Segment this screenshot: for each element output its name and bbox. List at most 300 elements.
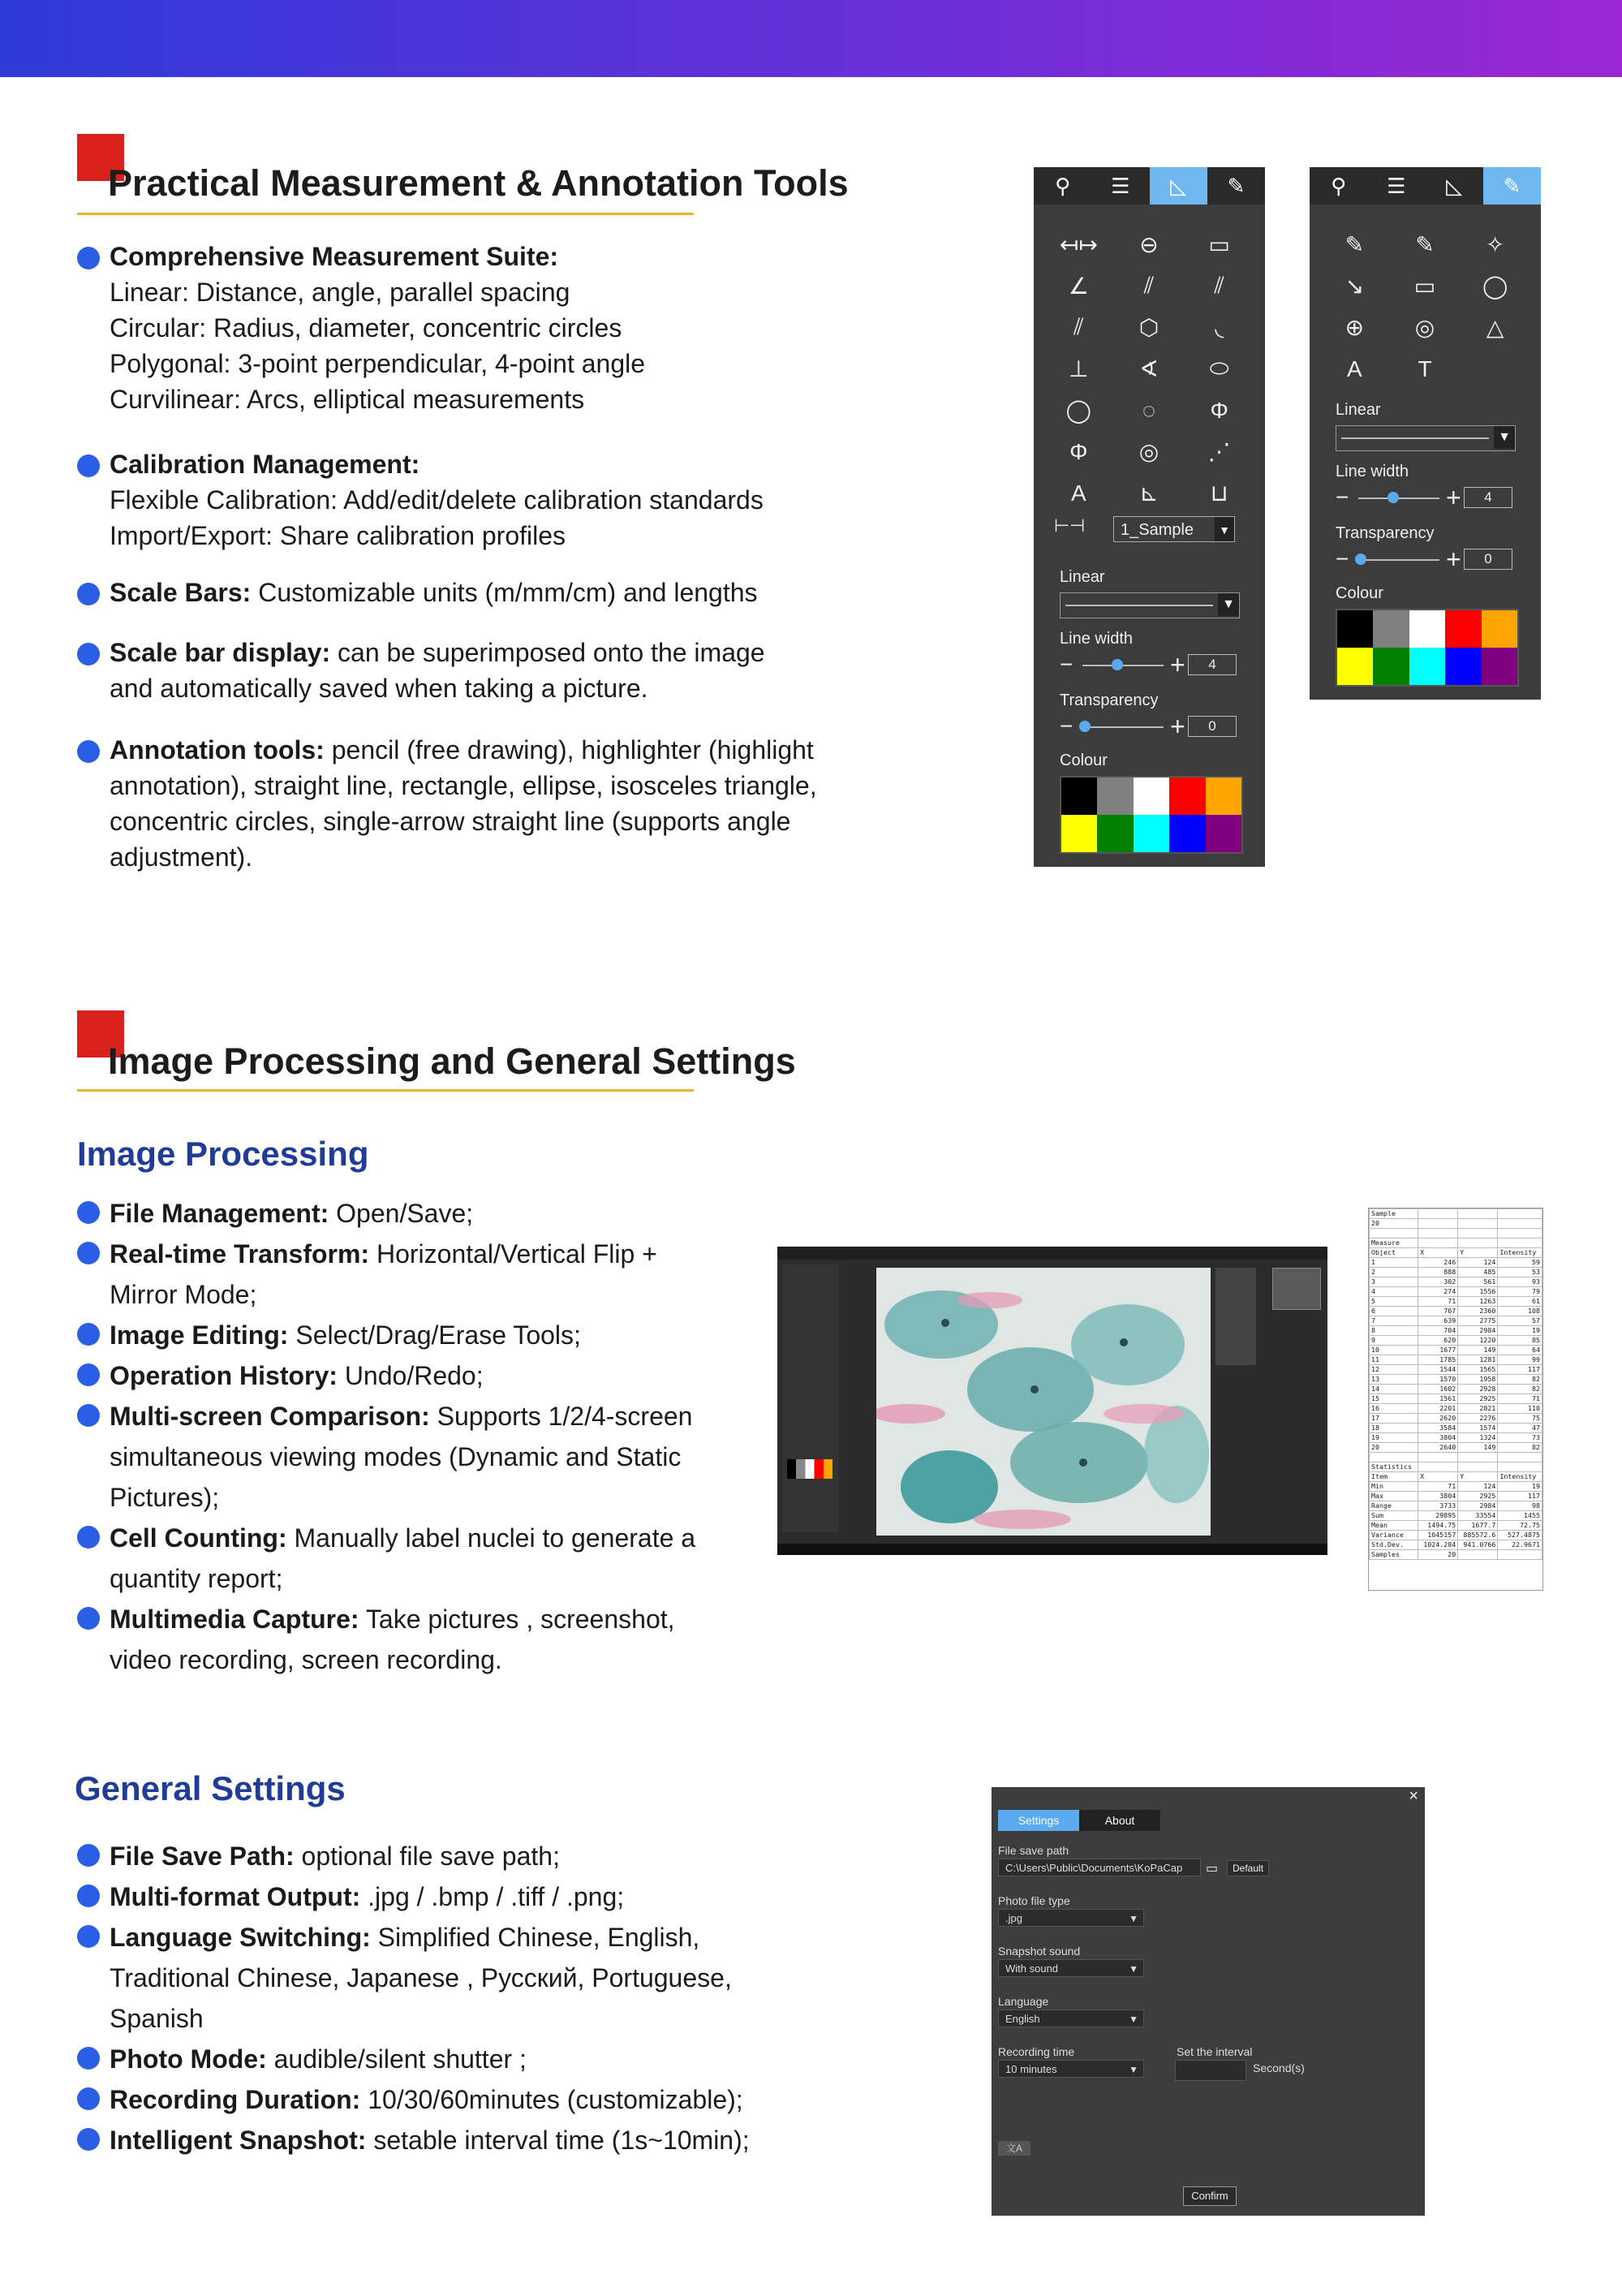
scale-bar-icon[interactable]: ⊢⊣ [1053,515,1086,536]
microscope-icon[interactable]: ⚲ [1055,173,1071,198]
item-line: Import/Export: Share calibration profiles [110,521,566,550]
panel-tab-bar [1034,167,1265,205]
table-cell: Statistics [1370,1462,1418,1472]
item-text: Supports 1/2/4-screen [429,1402,693,1431]
table-cell [1458,1219,1498,1229]
colour-swatch[interactable] [1409,610,1445,648]
table-cell [1498,1462,1542,1472]
item-line: Polygonal: 3-point perpendicular, 4-point angle [110,349,646,378]
colour-swatch[interactable] [1206,778,1241,815]
table-row [1370,1346,1542,1355]
table-cell: 93 [1498,1277,1542,1287]
preview-thumbnail [1272,1268,1321,1310]
table-cell: 527.4875 [1498,1531,1542,1540]
colour-swatch[interactable] [1373,610,1409,648]
colour-swatch[interactable] [1134,815,1169,852]
bullet-dot [77,1242,100,1264]
tool-icon[interactable]: T [1418,355,1432,381]
side-panel [1215,1268,1256,1365]
table-cell: 2360 [1458,1307,1498,1316]
table-cell: 79 [1498,1287,1542,1297]
item-heading: Language Switching: [110,1923,371,1952]
list-item [77,1518,783,1599]
item-heading: Recording Duration: [110,2085,361,2114]
tool-icon[interactable]: A [1070,480,1086,506]
table-cell: 85 [1498,1336,1542,1346]
tool-icon[interactable]: ◎ [1414,315,1435,340]
table-row [1370,1394,1542,1404]
table-row [1370,1521,1542,1531]
photo-type-value: .jpg [1005,1912,1022,1924]
table-row [1370,1287,1542,1297]
table-cell: 75 [1498,1414,1542,1424]
measurement-feature-list [77,239,1002,875]
table-cell: 53 [1498,1268,1542,1277]
tool-icon[interactable]: A [1346,355,1362,381]
colour-swatch[interactable] [1409,648,1445,685]
colour-swatch[interactable] [1337,648,1373,685]
tool-sidebar [782,1264,839,1532]
table-cell: 59 [1498,1258,1542,1268]
table-cell: 57 [1498,1316,1542,1326]
table-cell: 2775 [1458,1316,1498,1326]
transparency-value[interactable]: 0 [1464,549,1512,570]
table-cell: 124 [1458,1482,1498,1492]
table-row [1370,1355,1542,1365]
table-row [1370,1492,1542,1501]
table-cell: 117 [1498,1365,1542,1375]
item-line: and automatically saved when taking a picture. [110,674,648,703]
table-cell: 20 [1370,1219,1418,1229]
tool-icon[interactable]: ⫽ [1143,273,1155,298]
item-line: adjustment). [110,842,253,872]
item-line: video recording, screen recording. [110,1645,502,1674]
table-cell [1418,1219,1458,1229]
colour-swatch[interactable] [1097,778,1133,815]
measurement-icon-grid [1043,224,1254,514]
edit-icon[interactable]: ✎ [1483,167,1541,205]
table-cell: 2201 [1418,1404,1458,1414]
tool-icon[interactable]: ✧ [1485,232,1505,257]
colour-swatch[interactable] [1482,648,1517,685]
table-row [1370,1385,1542,1394]
item-line: Spanish [110,2004,204,2033]
item-text: Open/Save; [329,1199,474,1228]
table-cell: 15 [1370,1394,1418,1404]
table-cell: 2925 [1458,1394,1498,1404]
table-row [1370,1540,1542,1550]
table-cell: 73 [1498,1433,1542,1443]
colour-palette [1336,609,1519,687]
item-text: .jpg / .bmp / .tiff / .png; [360,1882,625,1911]
measurement-tool-panel [1034,167,1265,867]
transparency-label: Transparency [1336,524,1435,542]
item-line: Pictures); [110,1483,220,1512]
table-cell: Y [1458,1472,1498,1482]
table-row [1370,1414,1542,1424]
bullet-dot [77,1885,100,1907]
tool-icon[interactable]: ◎ [1138,439,1159,464]
confirm-button[interactable]: Confirm [1183,2186,1237,2206]
list-item [77,1315,783,1355]
table-cell [1418,1453,1458,1462]
panel-tab-bar [1310,167,1541,205]
tool-icon[interactable]: ∠ [1068,274,1089,299]
tool-icon[interactable]: ▭ [1413,274,1436,299]
microscope-icon[interactable]: ⚲ [1331,173,1347,198]
transparency-slider[interactable]: − + 0 [1336,547,1530,571]
list-item [77,1355,783,1396]
table-row [1370,1209,1542,1219]
table-cell: 888 [1418,1268,1458,1277]
calibration-select[interactable] [1113,516,1235,542]
bullet-dot [77,2128,100,2151]
sliders-icon[interactable]: ☰ [1387,173,1406,198]
table-cell: 13 [1370,1375,1418,1385]
table-row [1370,1453,1542,1462]
list-item [77,635,1002,706]
item-heading: File Save Path: [110,1842,295,1871]
table-cell: 1024.284 [1418,1540,1458,1550]
bullet-dot [77,1526,100,1549]
table-cell: 620 [1418,1336,1458,1346]
colour-swatch[interactable] [1445,610,1481,648]
toolbar [777,1247,1327,1260]
bullet-dot [77,1363,100,1386]
line-width-slider[interactable]: − + 4 [1336,485,1530,510]
tool-icon[interactable]: △ [1486,315,1504,340]
table-row [1370,1297,1542,1307]
list-item [77,575,1002,610]
table-cell: 64 [1498,1346,1542,1355]
item-line: Mirror Mode; [110,1280,257,1309]
tool-icon[interactable]: ⋰ [1207,439,1231,464]
item-line: Curvilinear: Arcs, elliptical measurements [110,385,585,414]
table-cell: 561 [1458,1277,1498,1287]
table-cell [1458,1453,1498,1462]
section-title-image-processing: Image Processing and General Settings [108,1040,796,1082]
settings-dialog [992,1787,1425,2216]
bullet-dot [77,583,100,605]
transparency-slider[interactable]: − + 0 [1060,714,1254,739]
table-cell: 1220 [1458,1336,1498,1346]
table-cell: 1045157 [1418,1531,1458,1540]
table-row [1370,1219,1542,1229]
table-cell: 17 [1370,1414,1418,1424]
cell-count-report [1368,1208,1543,1591]
item-text: Customizable units (m/mm/cm) and lengths [251,578,758,607]
table-cell [1458,1462,1498,1472]
tool-icon[interactable]: ⬭ [1209,355,1229,381]
tool-icon[interactable]: ⊖ [1139,232,1159,257]
colour-swatch[interactable] [1097,815,1133,852]
tool-icon[interactable]: ◯ [1065,398,1091,423]
tab-settings[interactable]: Settings [998,1810,1079,1831]
table-cell: 117 [1498,1492,1542,1501]
table-cell: 3 [1370,1277,1418,1287]
table-cell: 108 [1498,1307,1542,1316]
item-line: annotation), straight line, rectangle, ellipse, isosceles triangle, [110,771,817,800]
folder-icon[interactable]: ▭ [1206,1862,1219,1876]
table-cell: 11 [1370,1355,1418,1365]
subheading-image-processing: Image Processing [77,1135,369,1173]
table-cell [1370,1453,1418,1462]
tool-icon[interactable]: ◟ [1215,315,1224,340]
table-cell: 3733 [1418,1501,1458,1511]
table-cell: 1565 [1458,1365,1498,1375]
bullet-dot [77,2087,100,2110]
colour-swatch[interactable] [1373,648,1409,685]
table-cell: 2640 [1418,1443,1458,1453]
table-cell: 1958 [1458,1375,1498,1385]
table-cell [1498,1229,1542,1238]
edit-icon[interactable]: ✎ [1227,173,1246,198]
list-item [77,732,1002,875]
table-cell [1498,1453,1542,1462]
tool-icon[interactable]: ◯ [1482,274,1508,299]
item-heading: Photo Mode: [110,2044,267,2074]
table-row [1370,1462,1542,1472]
table-cell: 29895 [1418,1511,1458,1521]
table-cell: 5 [1370,1297,1418,1307]
item-line: Circular: Radius, diameter, concentric circles [110,313,622,342]
table-cell: 82 [1498,1443,1542,1453]
table-row [1370,1433,1542,1443]
table-cell: 2 [1370,1268,1418,1277]
tool-icon[interactable]: ⫽ [1214,273,1224,298]
table-cell: 1324 [1458,1433,1498,1443]
interval-input[interactable] [1175,2060,1246,2081]
line-width-label: Line width [1336,463,1409,480]
table-cell: 12 [1370,1365,1418,1375]
table-cell: 98 [1498,1501,1542,1511]
table-cell [1418,1462,1458,1472]
table-cell: 18 [1370,1424,1418,1433]
item-heading: Multi-format Output: [110,1882,361,1911]
photo-type-label: Photo file type [998,1894,1070,1907]
line-width-label: Line width [1060,630,1134,648]
tool-icon[interactable]: ∢ [1139,356,1159,381]
tool-icon[interactable]: ▭ [1208,232,1230,257]
table-cell: 16 [1370,1404,1418,1414]
table-cell: 4 [1370,1287,1418,1297]
save-path-label: File save path [998,1844,1069,1857]
table-row [1370,1277,1542,1287]
colour-label: Colour [1060,752,1108,769]
title-underline [77,1089,694,1092]
item-heading: Intelligent Snapshot: [110,2126,367,2155]
line-width-slider[interactable]: − + 4 [1060,653,1254,677]
table-cell: 47 [1498,1424,1542,1433]
item-heading: File Management: [110,1199,329,1228]
table-cell: 1574 [1458,1424,1498,1433]
chevron-down-icon: ▼ [1494,426,1515,449]
colour-swatch[interactable] [1169,815,1205,852]
table-row [1370,1326,1542,1336]
table-cell: Max [1370,1492,1418,1501]
table-row [1370,1424,1542,1433]
bullet-dot [77,2047,100,2070]
colour-swatch[interactable] [1169,778,1205,815]
bullet-dot [77,740,100,763]
chevron-down-icon: ▼ [1218,593,1239,616]
table-cell [1418,1238,1458,1248]
table-cell: 3804 [1418,1433,1458,1443]
colour-swatch[interactable] [1061,815,1097,852]
chevron-down-icon: ▼ [1215,517,1234,541]
list-item [77,446,1002,554]
table-cell: 149 [1458,1443,1498,1453]
colour-swatch[interactable] [1206,815,1241,852]
table-cell: 1544 [1418,1365,1458,1375]
table-cell: 10 [1370,1346,1418,1355]
photo-type-select[interactable] [998,1909,1144,1927]
table-cell: 20 [1370,1443,1418,1453]
subheading-general-settings: General Settings [75,1769,346,1807]
close-icon[interactable]: × [1409,1787,1418,1805]
item-text: Take pictures , screenshot, [359,1605,675,1634]
transparency-value[interactable]: 0 [1188,716,1237,737]
table-cell [1458,1238,1498,1248]
tool-icon[interactable]: ⫽ [1073,314,1084,339]
tool-icon[interactable]: ✎ [1344,232,1365,257]
language-icon[interactable]: 文A [998,2141,1030,2156]
table-cell: 72.75 [1498,1521,1542,1531]
list-item [77,1836,888,1876]
table-cell: 2821 [1458,1404,1498,1414]
linear-label: Linear [1060,568,1105,586]
table-row [1370,1375,1542,1385]
chevron-down-icon: ▼ [1129,1913,1138,1924]
software-screenshot [777,1247,1327,1555]
linear-label: Linear [1336,401,1381,419]
tool-icon[interactable]: ↤↦ [1059,232,1098,257]
table-row [1370,1268,1542,1277]
tool-icon[interactable]: ↘ [1344,274,1365,299]
header-banner [0,0,1622,77]
table-cell: 6 [1370,1307,1418,1316]
section-title-measurement: Practical Measurement & Annotation Tools [108,162,849,204]
table-cell [1418,1229,1458,1238]
table-cell [1418,1209,1458,1219]
language-select[interactable] [998,2010,1144,2027]
table-cell: 20 [1418,1550,1458,1560]
item-heading: Annotation tools: [110,735,325,765]
recording-time-select[interactable] [998,2060,1144,2078]
list-item [77,2120,888,2160]
item-text: Manually label nuclei to generate a [286,1523,696,1553]
table-row [1370,1238,1542,1248]
tool-icon[interactable]: ◌ [1142,397,1156,423]
table-cell: 2984 [1458,1326,1498,1336]
table-cell: 9 [1370,1336,1418,1346]
recording-time-label: Recording time [998,2045,1075,2058]
list-item [77,239,1002,417]
tool-icon[interactable]: ⊔ [1210,480,1228,506]
table-cell: 149 [1458,1346,1498,1355]
table-cell: 707 [1418,1307,1458,1316]
table-row [1370,1482,1542,1492]
line-width-value[interactable]: 4 [1464,487,1512,508]
table-cell [1498,1238,1542,1248]
table-cell: 19 [1498,1326,1542,1336]
language-label: Language [998,1995,1049,2008]
ruler-icon[interactable]: ◺ [1150,167,1207,205]
table-cell: 110 [1498,1404,1542,1414]
tool-icon[interactable]: Φ [1210,397,1228,423]
tool-icon[interactable]: ✎ [1415,232,1435,257]
table-row [1370,1307,1542,1316]
item-heading: Real-time Transform: [110,1239,370,1269]
line-width-value[interactable]: 4 [1188,654,1237,675]
table-cell [1498,1209,1542,1219]
table-cell: 19 [1370,1433,1418,1443]
table-cell: Variance [1370,1531,1418,1540]
line-style-select[interactable] [1060,592,1240,618]
tab-about[interactable]: About [1079,1810,1160,1831]
save-path-input[interactable]: C:\Users\Public\Documents\KoPaCap [998,1859,1201,1876]
table-cell: 1561 [1418,1394,1458,1404]
tool-icon[interactable]: ⊕ [1344,315,1365,340]
taskbar [777,1544,1327,1555]
snapshot-sound-select[interactable] [998,1959,1144,1977]
colour-label: Colour [1336,584,1383,602]
default-button[interactable]: Default [1227,1860,1269,1876]
tool-icon[interactable]: ⊥ [1069,356,1089,381]
table-row [1370,1248,1542,1258]
sliders-icon[interactable]: ☰ [1111,173,1130,198]
table-cell: Measure [1370,1238,1418,1248]
table-cell: Item [1370,1472,1418,1482]
ruler-icon[interactable]: ◺ [1446,173,1463,198]
table-cell: 485 [1458,1268,1498,1277]
table-cell: 1556 [1458,1287,1498,1297]
tool-icon[interactable]: ⬡ [1138,315,1159,340]
table-cell: Samples [1370,1550,1418,1560]
table-cell: 2276 [1458,1414,1498,1424]
tool-icon[interactable]: Φ [1069,438,1088,464]
colour-swatch[interactable] [1445,648,1481,685]
snapshot-sound-label: Snapshot sound [998,1945,1081,1958]
colour-swatch[interactable] [1061,778,1097,815]
table-cell: 1677 [1418,1346,1458,1355]
table-cell: Range [1370,1501,1418,1511]
table-row [1370,1472,1542,1482]
table-cell: 639 [1418,1316,1458,1326]
title-underline [77,213,694,215]
table-row [1370,1258,1542,1268]
table-cell: Sample [1370,1209,1418,1219]
calibration-value: 1_Sample [1121,521,1194,539]
colour-swatch[interactable] [1482,610,1517,648]
list-item [77,2039,888,2079]
chevron-down-icon: ▼ [1129,2064,1138,2075]
table-cell: Y [1458,1248,1498,1258]
line-style-select[interactable] [1336,425,1516,451]
table-cell: Object [1370,1248,1418,1258]
item-text: Horizontal/Vertical Flip + [369,1239,657,1269]
colour-swatch[interactable] [1134,778,1169,815]
table-cell [1458,1550,1498,1560]
list-item [77,1396,783,1518]
table-cell: 71 [1418,1482,1458,1492]
table-cell: 22.9671 [1498,1540,1542,1550]
table-cell: X [1418,1472,1458,1482]
bullet-dot [77,643,100,666]
tool-icon[interactable]: ⊾ [1139,480,1159,506]
table-cell: 124 [1458,1258,1498,1268]
colour-swatch[interactable] [1337,610,1373,648]
